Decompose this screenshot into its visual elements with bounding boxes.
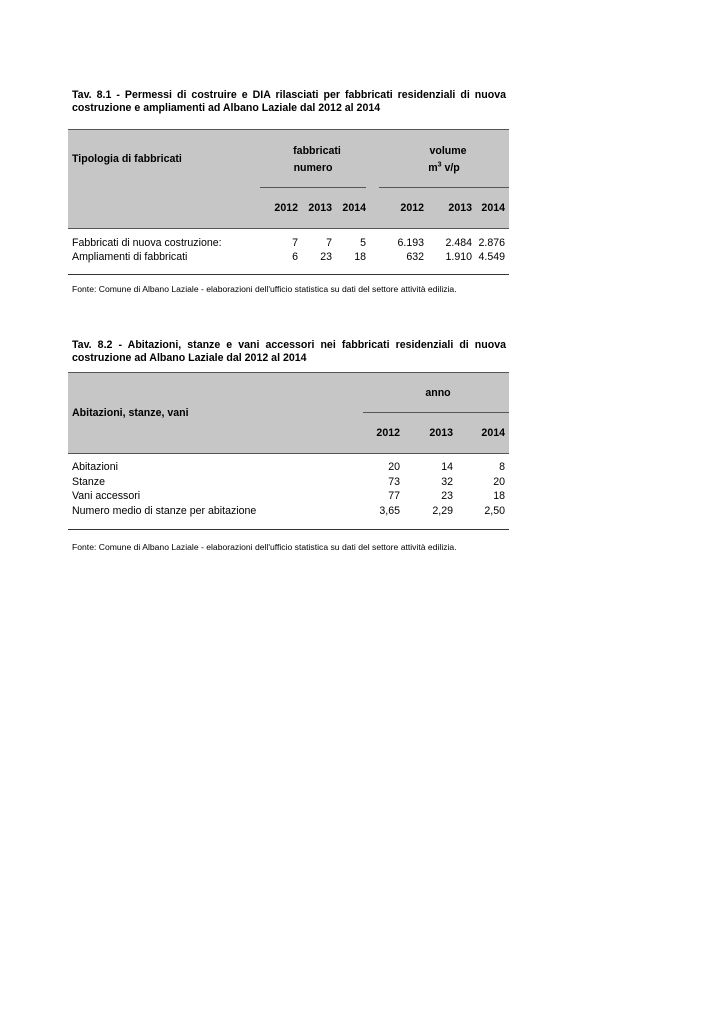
table2-cell: 32 [441, 475, 453, 488]
table2-group-label: anno [425, 386, 451, 399]
table1-cell: 7 [292, 237, 298, 249]
table1-group2-unit-rest: v/p [441, 161, 460, 174]
table1 [68, 129, 509, 275]
table1-group2-label: volume [429, 144, 467, 157]
table-row [68, 475, 509, 490]
table2-cell: 73 [388, 475, 400, 488]
table2-cell: 3,65 [379, 504, 400, 517]
table2-cell: 23 [441, 490, 453, 503]
table2-row-label: Numero medio di stanze per abitazione [72, 504, 257, 517]
table1-group2-unit-base: m [428, 161, 438, 174]
table1-row-label: Fabbricati di nuova costruzione: [72, 237, 222, 249]
table-row [68, 250, 509, 264]
table1-row-header: Tipologia di fabbricati [72, 152, 182, 165]
table1-title: Tav. 8.1 - Permessi di costruire e DIA rilasciati per fabbricati residenziali di nuova costruzione e ampliamenti ad Albano Laziale dal 2012 al 2014 [72, 89, 506, 114]
table1-cell: 2.484 [445, 237, 472, 249]
table1-source: Fonte: Comune di Albano Laziale - elaborazioni dell'ufficio statistica su dati del settore attività edilizia. [72, 284, 457, 294]
table1-cell: 1.910 [445, 251, 472, 263]
table2-title: Tav. 8.2 - Abitazioni, stanze e vani accessori nei fabbricati residenziali di nuova costruzione ad Albano Laziale dal 2012 al 2014 [72, 339, 506, 364]
table2 [68, 372, 509, 530]
table1-cell: 2.876 [478, 237, 505, 249]
table1-year-header: 2012 [400, 201, 424, 214]
table1-year-header: 2013 [448, 201, 472, 214]
table1-group2-unit [379, 160, 509, 177]
table2-cell: 18 [493, 490, 505, 503]
table1-year-header: 2014 [481, 201, 505, 214]
table1-year-header: 2014 [342, 201, 366, 214]
table-row [68, 460, 509, 475]
table2-row-header: Abitazioni, stanze, vani [72, 406, 189, 419]
table1-row-label: Ampliamenti di fabbricati [72, 251, 188, 263]
table2-cell: 20 [388, 461, 400, 474]
table1-cell: 5 [360, 237, 366, 249]
table1-cell: 23 [320, 251, 332, 263]
table-row [68, 489, 509, 504]
table-row [68, 236, 509, 250]
table1-year-header: 2012 [274, 201, 298, 214]
table1-group1-label: fabbricati [293, 144, 341, 157]
table1-cell: 4.549 [478, 251, 505, 263]
table2-cell: 8 [499, 461, 505, 474]
table1-cell: 7 [326, 237, 332, 249]
table2-row-label: Abitazioni [72, 461, 118, 474]
table1-cell: 6 [292, 251, 298, 263]
table2-row-label: Stanze [72, 475, 105, 488]
table1-year-header: 2013 [308, 201, 332, 214]
table2-row-label: Vani accessori [72, 490, 141, 503]
table2-source: Fonte: Comune di Albano Laziale - elaborazioni dell'ufficio statistica su dati del settore attività edilizia. [72, 542, 457, 552]
table1-cell: 632 [406, 251, 424, 263]
table2-cell: 77 [388, 490, 400, 503]
table2-cell: 2,50 [484, 504, 505, 517]
table1-group1-unit: numero [293, 161, 333, 174]
table1-group2-header [379, 130, 509, 188]
table1-cell: 18 [354, 251, 366, 263]
table2-cell: 2,29 [432, 504, 453, 517]
table2-year-header: 2013 [429, 426, 453, 439]
table2-year-header: 2014 [481, 426, 505, 439]
table2-cell: 14 [441, 461, 453, 474]
table1-cell: 6.193 [397, 237, 424, 249]
table1-group1-header [260, 130, 366, 188]
table1-group2-unit-sup: 3 [437, 160, 442, 168]
table-row [68, 504, 509, 519]
table2-year-header: 2012 [376, 426, 400, 439]
table2-cell: 20 [493, 475, 505, 488]
